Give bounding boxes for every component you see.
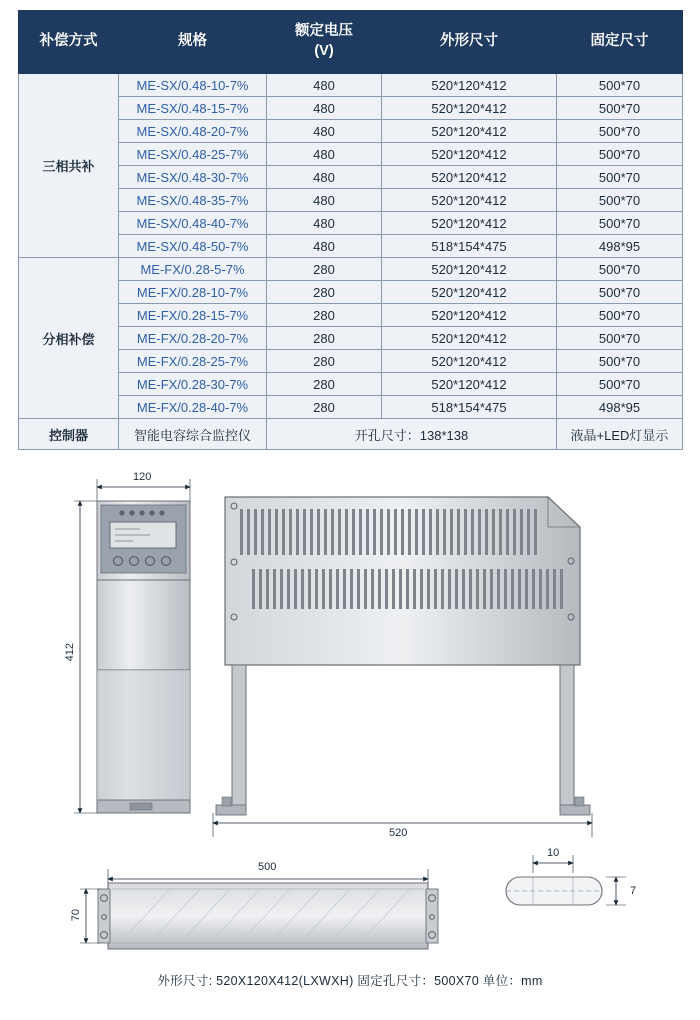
header-rated-voltage xyxy=(267,11,382,74)
cell-fixing: 500*70 xyxy=(557,120,683,143)
table-header-row xyxy=(19,11,683,74)
cell-fixing: 500*70 xyxy=(557,373,683,396)
cell-fixing: 500*70 xyxy=(557,327,683,350)
table-row xyxy=(19,143,683,166)
cell-fixing: 500*70 xyxy=(557,74,683,97)
cell-outline: 518*154*475 xyxy=(382,235,557,258)
spec-table-container xyxy=(18,10,682,450)
cell-fixing: 498*95 xyxy=(557,396,683,419)
cell-model: ME-FX/0.28-25-7% xyxy=(119,350,267,373)
cell-voltage: 480 xyxy=(267,74,382,97)
cell-outline: 520*120*412 xyxy=(382,373,557,396)
cell-voltage: 480 xyxy=(267,212,382,235)
cell-outline: 520*120*412 xyxy=(382,281,557,304)
cell-fixing: 500*70 xyxy=(557,350,683,373)
cell-voltage: 280 xyxy=(267,281,382,304)
group-label-three-phase: 三相共补 xyxy=(19,74,119,258)
table-row xyxy=(19,120,683,143)
cell-outline: 518*154*475 xyxy=(382,396,557,419)
dim-front-width: 120 xyxy=(133,471,152,483)
table-row xyxy=(19,212,683,235)
table-row-controller xyxy=(19,419,683,450)
cell-outline: 520*120*412 xyxy=(382,97,557,120)
cell-outline: 520*120*412 xyxy=(382,166,557,189)
header-outline-size: 外形尺寸 xyxy=(382,11,557,74)
cell-fixing: 498*95 xyxy=(557,235,683,258)
cell-outline: 520*120*412 xyxy=(382,350,557,373)
cell-model: ME-SX/0.48-30-7% xyxy=(119,166,267,189)
dim-slot-length: 10 xyxy=(547,847,560,859)
table-row xyxy=(19,350,683,373)
cell-fixing: 500*70 xyxy=(557,189,683,212)
cell-model: ME-FX/0.28-10-7% xyxy=(119,281,267,304)
cell-voltage: 280 xyxy=(267,373,382,396)
table-header xyxy=(19,11,683,74)
controller-display: 液晶+LED灯显示 xyxy=(557,419,683,450)
table-row xyxy=(19,396,683,419)
dim-slot-width: 7 xyxy=(630,885,637,897)
cell-voltage: 480 xyxy=(267,189,382,212)
cell-model: ME-SX/0.48-25-7% xyxy=(119,143,267,166)
table-row xyxy=(19,235,683,258)
specification-table xyxy=(18,10,683,450)
cell-voltage: 280 xyxy=(267,327,382,350)
front-view-module xyxy=(74,479,190,813)
cell-outline: 520*120*412 xyxy=(382,189,557,212)
controller-spec: 智能电容综合监控仪 xyxy=(119,419,267,450)
dim-front-height: 412 xyxy=(64,643,76,662)
cell-model: ME-FX/0.28-40-7% xyxy=(119,396,267,419)
cell-voltage: 480 xyxy=(267,97,382,120)
controller-hole-size: 开孔尺寸：138*138 xyxy=(267,419,557,450)
slot-detail-view xyxy=(506,855,626,905)
table-row xyxy=(19,258,683,281)
cell-fixing: 500*70 xyxy=(557,304,683,327)
table-row xyxy=(19,74,683,97)
header-specification: 规格 xyxy=(119,11,267,74)
cell-outline: 520*120*412 xyxy=(382,212,557,235)
cell-model: ME-SX/0.48-15-7% xyxy=(119,97,267,120)
cell-model: ME-FX/0.28-30-7% xyxy=(119,373,267,396)
drawing-caption: 外形尺寸: 520X120X412(LXWXH) 固定孔尺寸：500X70 单位：mm xyxy=(157,974,543,988)
table-body xyxy=(19,74,683,450)
cell-outline: 520*120*412 xyxy=(382,120,557,143)
header-fixing-size: 固定尺寸 xyxy=(557,11,683,74)
cell-outline: 520*120*412 xyxy=(382,143,557,166)
cell-voltage: 480 xyxy=(267,143,382,166)
technical-drawings xyxy=(0,465,700,1010)
cell-model: ME-FX/0.28-20-7% xyxy=(119,327,267,350)
cell-model: ME-SX/0.48-10-7% xyxy=(119,74,267,97)
group-label-split-phase: 分相补偿 xyxy=(19,258,119,419)
controller-label: 控制器 xyxy=(19,419,119,450)
cell-fixing: 500*70 xyxy=(557,97,683,120)
dim-base-height: 70 xyxy=(70,909,82,922)
header-compensation-type: 补偿方式 xyxy=(19,11,119,74)
cell-voltage: 480 xyxy=(267,120,382,143)
table-row xyxy=(19,304,683,327)
side-view-module xyxy=(213,497,592,837)
table-row xyxy=(19,189,683,212)
cell-voltage: 280 xyxy=(267,258,382,281)
dim-side-width: 520 xyxy=(389,827,408,839)
cell-fixing: 500*70 xyxy=(557,258,683,281)
dim-base-width: 500 xyxy=(258,861,277,873)
base-plate-view xyxy=(80,869,438,949)
cell-fixing: 500*70 xyxy=(557,166,683,189)
cell-outline: 520*120*412 xyxy=(382,74,557,97)
table-row xyxy=(19,373,683,396)
table-row xyxy=(19,97,683,120)
cell-outline: 520*120*412 xyxy=(382,327,557,350)
cell-voltage: 480 xyxy=(267,166,382,189)
cell-voltage: 280 xyxy=(267,304,382,327)
cell-voltage: 480 xyxy=(267,235,382,258)
drawing-svg xyxy=(0,465,700,1010)
table-row xyxy=(19,327,683,350)
cell-outline: 520*120*412 xyxy=(382,304,557,327)
cell-model: ME-SX/0.48-35-7% xyxy=(119,189,267,212)
cell-voltage: 280 xyxy=(267,396,382,419)
cell-fixing: 500*70 xyxy=(557,281,683,304)
table-row xyxy=(19,166,683,189)
cell-model: ME-FX/0.28-5-7% xyxy=(119,258,267,281)
cell-outline: 520*120*412 xyxy=(382,258,557,281)
table-row xyxy=(19,281,683,304)
cell-fixing: 500*70 xyxy=(557,212,683,235)
cell-voltage: 280 xyxy=(267,350,382,373)
cell-model: ME-SX/0.48-40-7% xyxy=(119,212,267,235)
cell-fixing: 500*70 xyxy=(557,143,683,166)
cell-model: ME-SX/0.48-20-7% xyxy=(119,120,267,143)
cell-model: ME-SX/0.48-50-7% xyxy=(119,235,267,258)
header-rated-voltage-line1: 额定电压 xyxy=(295,23,353,40)
header-rated-voltage-line2: (V) xyxy=(314,43,334,59)
cell-model: ME-FX/0.28-15-7% xyxy=(119,304,267,327)
